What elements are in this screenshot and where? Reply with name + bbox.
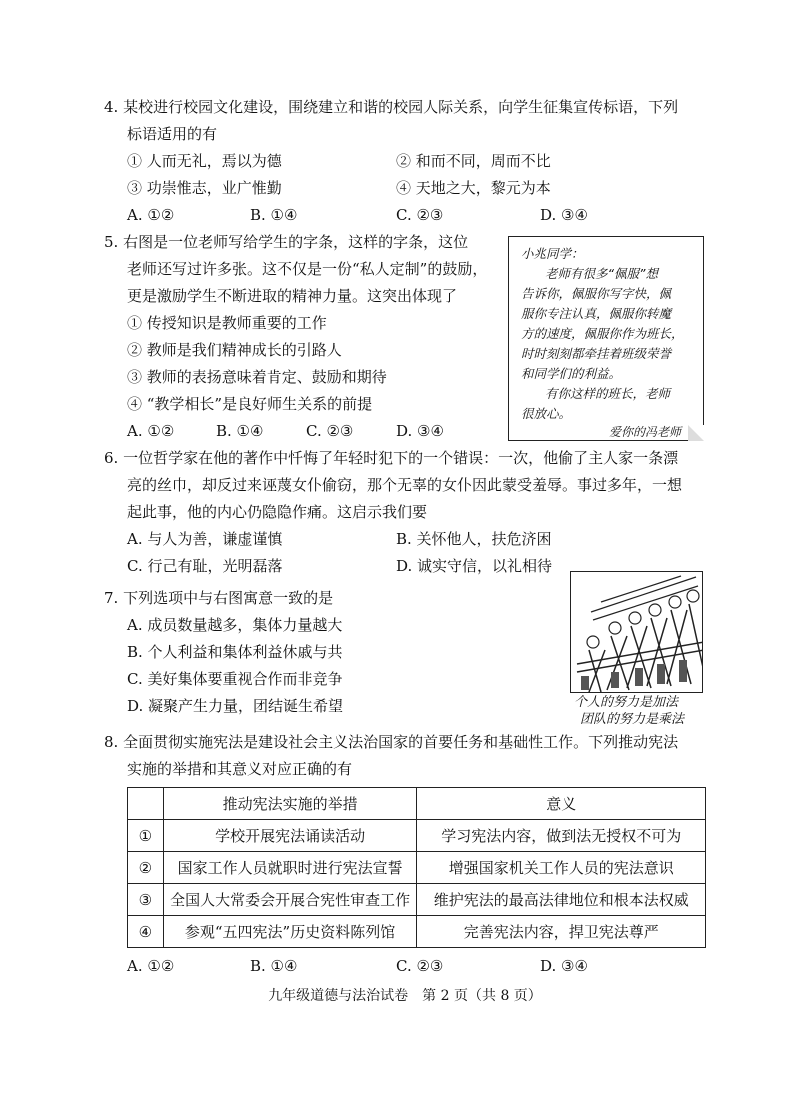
q6-choice-c: C. 行己有耻，光明磊落 [127,557,283,575]
cartoon-caption-line2: 团队的努力是乘法 [580,712,685,727]
q5-stem-line1: 5. 右图是一位老师写给学生的字条，这样的字条，这位 [104,233,469,251]
table-cell: 学校开展宪法诵读活动 [163,820,417,852]
cartoon-caption-line1: 个人的努力是加法 [574,695,679,710]
note-line: 很放心。 [521,406,572,421]
q4-choice-c: C. ②③ [396,206,444,224]
q5-choice-b: B. ①④ [216,422,264,440]
q5-choice-d: D. ③④ [396,422,444,440]
q7-stem: 7. 下列选项中与右图寓意一致的是 [104,589,334,607]
q5-choice-a: A. ①② [127,422,175,440]
q4-stem-line1: 4. 某校进行校园文化建设，围绕建立和谐的校园人际关系，向学生征集宣传标语，下列 [104,98,679,116]
table-cell: 全国人大常委会开展合宪性审查工作 [163,884,417,916]
q4-statement-4: ④ 天地之大，黎元为本 [396,179,551,197]
q5-statement-1: ① 传授知识是教师重要的工作 [127,314,327,332]
q8-choice-b: B. ①④ [250,957,298,975]
q4-choice-a: A. ①② [127,206,175,224]
q8-choice-a: A. ①② [127,957,175,975]
note-line: 老师有很多“佩服”想 [545,266,658,281]
q6-choice-d: D. 诚实守信，以礼相待 [396,557,553,575]
table-header-row [128,788,706,820]
q6-stem-line2: 亮的丝巾，却反过来诬蔑女仆偷窃，那个无辜的女仆因此蒙受羞辱。事过多年，一想 [127,476,683,494]
table-cell: 学习宪法内容，做到法无授权不可为 [417,820,706,852]
q5-stem-line3: 更是激励学生不断进取的精神力量。这突出体现了 [127,287,458,305]
q4-stem-line2: 标语适用的有 [127,125,218,143]
note-line: 服你专注认真，佩服你转魔 [521,306,672,321]
note-line: 方的速度，佩服你作为班长， [521,326,684,341]
q8-stem-line2: 实施的举措和其意义对应正确的有 [127,760,353,778]
q7-choice-a: A. 成员数量越多，集体力量越大 [127,616,343,634]
q4-choice-d: D. ③④ [540,206,588,224]
q8-choice-d: D. ③④ [540,957,588,975]
table-cell: ④ [128,916,164,948]
q5-statement-3: ③ 教师的表扬意味着肯定、鼓励和期待 [127,368,387,386]
q6-stem-line1: 6. 一位哲学家在他的著作中忏悔了年轻时犯下的一个错误：一次，他偷了主人家一条漂 [104,449,679,467]
teacher-note-figure [508,236,704,441]
q6-choice-a: A. 与人为善，谦虚谨慎 [127,530,283,548]
q5-statement-4: ④ “教学相长”是良好师生关系的前提 [127,395,373,413]
note-signature: 爱你的冯老师 [609,425,682,439]
table-cell: 维护宪法的最高法律地位和根本法权威 [417,884,706,916]
note-line: 告诉你，佩服你写字快，佩 [521,286,672,301]
table-header-cell: 意义 [417,788,706,820]
q5-statement-2: ② 教师是我们精神成长的引路人 [127,341,342,359]
q8-choice-c: C. ②③ [396,957,444,975]
table-row [128,916,706,948]
q6-choice-b: B. 关怀他人，扶危济困 [396,530,552,548]
table-cell: ② [128,852,164,884]
q7-choice-b: B. 个人利益和集体利益休戚与共 [127,643,343,661]
table-cell: 参观“五四宪法”历史资料陈列馆 [163,916,417,948]
q8-stem-line1: 8. 全面贯彻实施宪法是建设社会主义法治国家的首要任务和基础性工作。下列推动宪法 [104,733,679,751]
q5-stem-line2: 老师还写过许多张。这不仅是一份“私人定制”的鼓励， [127,260,488,278]
note-line: 有你这样的班长，老师 [545,386,671,401]
q4-choice-b: B. ①④ [250,206,298,224]
page-footer: 九年级道德与法治试卷 第 2 页（共 8 页） [268,988,542,1004]
table-row [128,884,706,916]
q7-choice-c: C. 美好集体要重视合作而非竞争 [127,670,343,688]
table-cell: ③ [128,884,164,916]
q7-choice-d: D. 凝聚产生力量，团结诞生希望 [127,697,344,715]
note-folded-corner [688,425,704,441]
table-cell: 完善宪法内容，捍卫宪法尊严 [417,916,706,948]
note-line: 和同学们的利益。 [521,366,622,381]
q4-statement-2: ② 和而不同，周而不比 [396,152,551,170]
q6-stem-line3: 起此事，他的内心仍隐隐作痛。这启示我们要 [127,503,428,521]
q5-choice-c: C. ②③ [306,422,354,440]
table-row [128,820,706,852]
note-greeting: 小兆同学： [521,246,584,261]
q4-statement-1: ① 人而无礼，焉以为德 [127,152,282,170]
table-cell: 增强国家机关工作人员的宪法意识 [417,852,706,884]
table-cell: 国家工作人员就职时进行宪法宣誓 [163,852,417,884]
q8-measures-table [127,787,706,948]
teamwork-cartoon [570,571,703,693]
table-header-cell: 推动宪法实施的举措 [163,788,417,820]
table-row [128,852,706,884]
teamwork-illustration [571,572,703,693]
table-cell: ① [128,820,164,852]
table-header-cell [128,788,164,820]
note-line: 时时刻刻都牵挂着班级荣誉 [521,346,672,361]
q4-statement-3: ③ 功崇惟志，业广惟勤 [127,179,282,197]
